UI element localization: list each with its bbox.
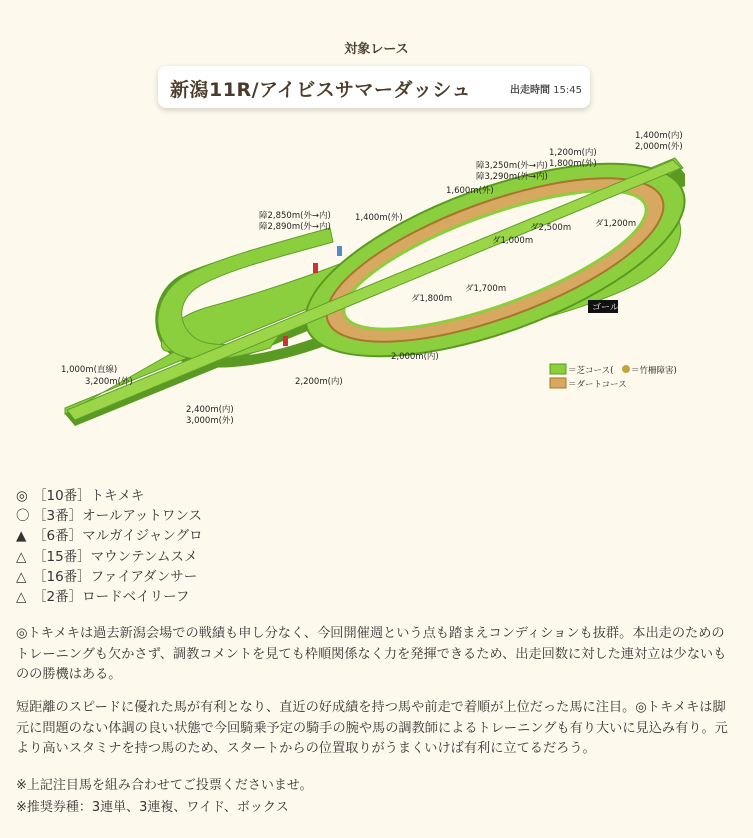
- label-hurdle-3290: 障3,290m(外→内): [476, 172, 548, 182]
- label-1400in: 1,400m(内): [635, 131, 683, 141]
- pick-list: [16, 486, 203, 607]
- label-dirt-1800: ダ1,800m: [411, 294, 453, 304]
- label-hurdle-2850: 障2,850m(外→内): [259, 211, 331, 221]
- label-2400in: 2,400m(内): [186, 405, 234, 415]
- goal-label: ゴール: [592, 303, 619, 313]
- label-1000-straight: 1,000m(直線): [61, 365, 118, 375]
- pick-mark: 〇: [16, 508, 30, 525]
- pick-text: ［3番］オールアットワンス: [33, 508, 202, 525]
- label-3000out: 3,000m(外): [186, 416, 234, 426]
- legend-turf: ＝芝コース(: [568, 366, 614, 376]
- label-hurdle-2890: 障2,890m(外→内): [259, 222, 331, 232]
- pick-mark: △: [16, 568, 27, 585]
- pick-item: [16, 547, 203, 567]
- start-time-value: 15:45: [553, 85, 582, 96]
- label-dirt-2500: ダ2,500m: [530, 223, 572, 233]
- pick-text: ［2番］ロードベイリーフ: [33, 589, 190, 606]
- goal-marker: [588, 300, 619, 313]
- pick-item: [16, 526, 203, 546]
- label-1800out: 1,800m(外): [549, 159, 597, 169]
- label-dirt-1700: ダ1,700m: [465, 284, 507, 294]
- race-card: [158, 66, 590, 108]
- section-label: 対象レース: [344, 42, 409, 57]
- note-text: ※推奨券種：3連単、3連複、ワイド、ボックス: [16, 800, 289, 815]
- label-dirt-1000: ダ1,000m: [492, 236, 534, 246]
- analysis-paragraph: ◎トキメキは過去新潟会場での戦績も申し分なく、今回開催週という点も踏まえコンディションも抜群。本出走のためのトレーニングも欠かさず、調教コメントを見ても枠順関係なく力を発揮できるため、出走回数に対した連対立は少ないものの勝機はある。: [16, 626, 727, 682]
- pick-mark: △: [16, 589, 27, 606]
- pick-text: ［16番］ファイアダンサー: [33, 568, 198, 585]
- label-1200in: 1,200m(内): [549, 148, 597, 158]
- race-title: 新潟11R/アイビスサマーダッシュ: [170, 79, 472, 101]
- label-2000in: 2,000m(内): [391, 352, 439, 362]
- label-2000out: 2,000m(外): [635, 142, 683, 152]
- pick-item: [16, 587, 203, 607]
- pick-text: ［6番］マルガイジャングロ: [33, 528, 203, 545]
- analysis-paragraph: 短距離のスピードに優れた馬が有利となり、直近の好成績を持つ馬や前走で着順が上位だった馬に注目。◎トキメキは脚元に問題のない体調の良い状態で今回騎乗予定の騎手の腕や馬の調教師によるトレーニングも有り大いに見込み有り。元より高いスタミナを持つ馬のため、スタートからの位置取りがうまくいけば有利に立てるだろう。: [16, 700, 728, 756]
- course-map: [55, 128, 695, 440]
- label-hurdle-3250: 障3,250m(外→内): [476, 161, 548, 171]
- pick-text: ［15番］マウンテンムスメ: [33, 548, 198, 565]
- label-3200out: 3,200m(外): [85, 377, 133, 387]
- pick-mark: △: [16, 548, 27, 565]
- note-text: ※上記注目馬を組み合わせてご投票くださいませ。: [16, 778, 313, 793]
- label-dirt-1200: ダ1,200m: [595, 219, 637, 229]
- pick-mark: ◎: [16, 488, 28, 504]
- pick-item: [16, 567, 203, 587]
- race-start-time: [510, 81, 582, 96]
- pick-item: [16, 486, 203, 506]
- legend-dirt: ＝ダートコース: [568, 380, 627, 390]
- pick-text: ［10番］トキメキ: [33, 488, 145, 504]
- hedge-icon: [622, 365, 630, 373]
- map-legend: [550, 364, 677, 390]
- legend-hedge: ＝竹柵障害): [631, 366, 677, 376]
- label-1600out: 1,600m(外): [446, 186, 494, 196]
- start-time-label: 出走時間: [509, 85, 550, 96]
- label-2200in: 2,200m(内): [295, 377, 343, 387]
- label-1400out: 1,400m(外): [355, 213, 403, 223]
- pick-mark: ▲: [16, 528, 27, 545]
- pick-item: [16, 506, 203, 526]
